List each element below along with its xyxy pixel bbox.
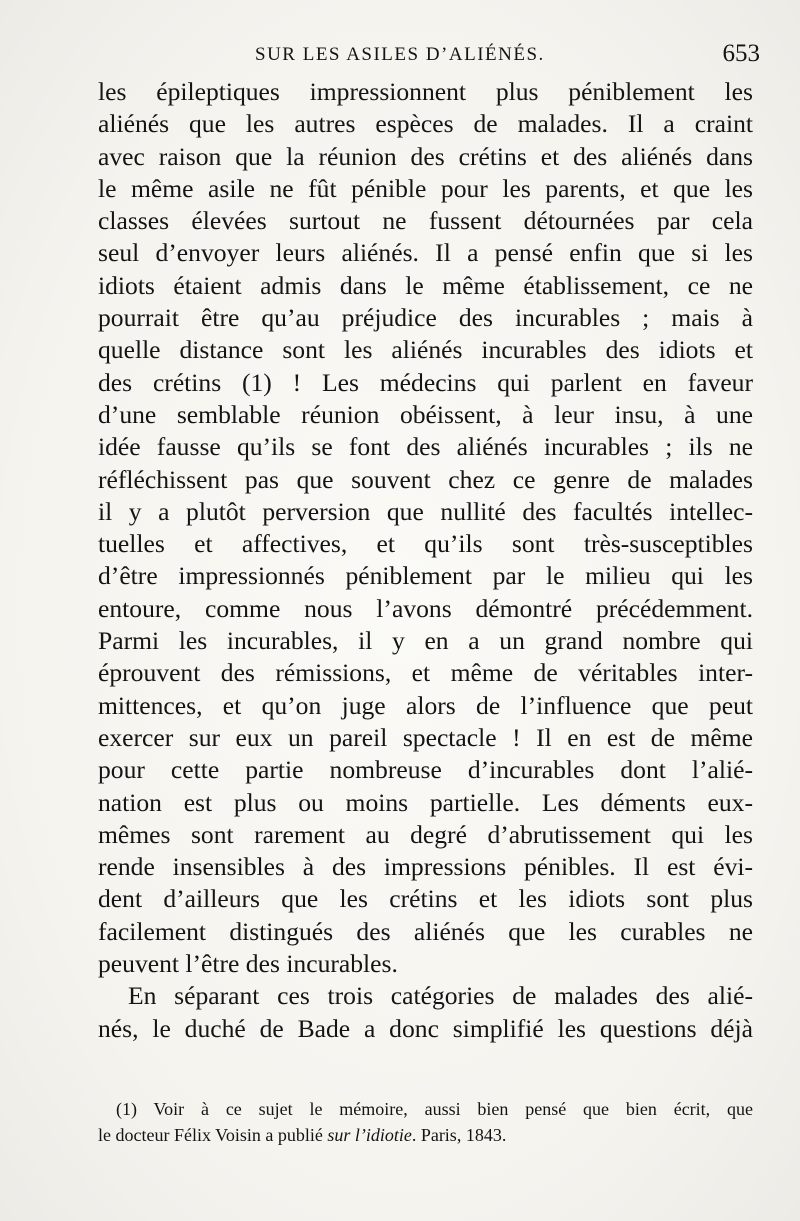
text-line: facilement distingués des aliénés que les curables ne xyxy=(98,916,753,946)
footnote xyxy=(98,1096,753,1148)
text-line: nés, le duché de Bade a donc simplifié les questions déjà xyxy=(98,1013,753,1043)
text-line: d’être impressionnés péniblement par le milieu qui les xyxy=(98,561,753,591)
text-line: exercer sur eux un pareil spectacle ! Il en est de même xyxy=(98,722,753,752)
text-line: avec raison que la réunion des crétins et des aliénés dans xyxy=(98,141,753,171)
footnote-text: . Paris, 1843. xyxy=(411,1125,507,1145)
text-line: d’une semblable réunion obéissent, à leur insu, à une xyxy=(98,399,753,429)
text-line: des crétins (1) ! Les médecins qui parlent en faveur xyxy=(98,367,753,397)
footnote-line: (1) Voir à ce sujet le mémoire, aussi bien pensé que bien écrit, que xyxy=(116,1099,753,1119)
text-line: dent d’ailleurs que les crétins et les idiots sont plus xyxy=(98,884,753,914)
text-line: pourrait être qu’au préjudice des incurables ; mais à xyxy=(98,303,753,333)
text-line: peuvent l’être des incurables. xyxy=(98,949,398,979)
text-line: En séparant ces trois catégories de malades des alié- xyxy=(128,981,753,1011)
text-line: le même asile ne fût pénible pour les parents, et que les xyxy=(98,173,753,203)
text-line: nation est plus ou moins partielle. Les déments eux- xyxy=(98,787,753,817)
text-line: idiots étaient admis dans le même établissement, ce ne xyxy=(98,270,753,300)
footnote-italic-title: sur l’idiotie xyxy=(327,1125,412,1145)
text-line: rende insensibles à des impressions pénibles. Il est évi- xyxy=(98,852,753,882)
text-line: mêmes sont rarement au degré d’abrutissement qui les xyxy=(98,819,753,849)
text-line: il y a plutôt perversion que nullité des facultés intellec- xyxy=(98,496,753,526)
text-line: idée fausse qu’ils se font des aliénés incurables ; ils ne xyxy=(98,432,753,462)
page-header xyxy=(100,40,760,74)
main-text xyxy=(98,76,753,1045)
text-line: quelle distance sont les aliénés incurables des idiots et xyxy=(98,335,753,365)
text-line: mittences, et qu’on juge alors de l’influence que peut xyxy=(98,690,753,720)
text-line: réfléchissent pas que souvent chez ce genre de malades xyxy=(98,464,753,494)
running-head: SUR LES ASILES D’ALIÉNÉS. xyxy=(255,44,545,65)
footnote-text: le docteur Félix Voisin a publié xyxy=(98,1125,328,1145)
text-line: seul d’envoyer leurs aliénés. Il a pensé enfin que si les xyxy=(98,238,753,268)
text-line: classes élevées surtout ne fussent détournées par cela xyxy=(98,206,753,236)
text-line: Parmi les incurables, il y en a un grand nombre qui xyxy=(98,626,753,656)
text-line: éprouvent des rémissions, et même de véritables inter- xyxy=(98,658,753,688)
text-line: tuelles et affectives, et qu’ils sont très-susceptibles xyxy=(98,529,753,559)
text-line: pour cette partie nombreuse d’incurables dont l’alié- xyxy=(98,755,753,785)
text-line: les épileptiques impressionnent plus péniblement les xyxy=(98,77,753,106)
page-number: 653 xyxy=(722,40,760,67)
text-line: aliénés que les autres espèces de malades. Il a craint xyxy=(98,109,753,139)
footnote-line xyxy=(98,1122,753,1148)
text-line: entoure, comme nous l’avons démontré précédemment. xyxy=(98,593,753,623)
